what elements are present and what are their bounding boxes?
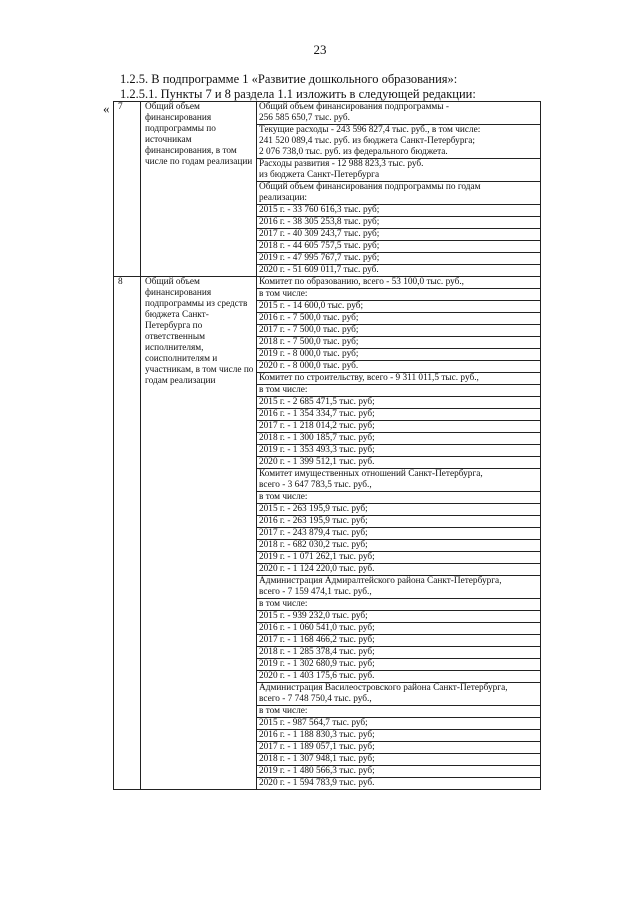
financing-value-cell xyxy=(257,730,541,742)
financing-value-line: 2015 г. - 14 600,0 тыс. руб; xyxy=(259,301,364,311)
financing-value-cell xyxy=(257,599,541,611)
financing-value-line: в том числе: xyxy=(259,289,308,299)
item-description: Общий объем финансирования подпрограммы из средств бюджета Санкт-Петербурга по ответственным исполнителям, соисполнителям и участникам, в том числе по годам реализации xyxy=(141,277,257,790)
financing-value-cell xyxy=(257,492,541,504)
financing-value-cell xyxy=(257,683,541,706)
financing-value-cell xyxy=(257,433,541,445)
financing-value-line: Комитет имущественных отношений Санкт-Петербурга, xyxy=(259,469,483,479)
financing-value-cell xyxy=(257,623,541,635)
financing-value-line: 2016 г. - 1 188 830,3 тыс. руб; xyxy=(259,730,375,740)
table-row xyxy=(114,277,541,289)
financing-value-cell xyxy=(257,241,541,253)
financing-value-line: всего - 7 159 474,1 тыс. руб., xyxy=(259,587,372,597)
financing-value-line: 2018 г. - 7 500,0 тыс. руб; xyxy=(259,337,359,347)
financing-value-cell xyxy=(257,635,541,647)
financing-value-line: 2017 г. - 243 879,4 тыс. руб; xyxy=(259,528,368,538)
financing-value-line: в том числе: xyxy=(259,492,308,502)
heading-line-2: 1.2.5.1. Пункты 7 и 8 раздела 1.1 изложить в следующей редакции: xyxy=(120,87,476,101)
financing-value-cell xyxy=(257,421,541,433)
financing-value-line: 2019 г. - 1 480 566,3 тыс. руб; xyxy=(259,766,375,776)
financing-value-line: 2020 г. - 1 399 512,1 тыс. руб. xyxy=(259,457,375,467)
financing-value-cell xyxy=(257,445,541,457)
financing-value-cell xyxy=(257,253,541,265)
financing-value-cell xyxy=(257,706,541,718)
item-number: 7 xyxy=(114,102,141,277)
financing-value-cell xyxy=(257,205,541,217)
financing-value-line: в том числе: xyxy=(259,706,308,716)
financing-value-line: 2017 г. - 1 218 014,2 тыс. руб; xyxy=(259,421,375,431)
financing-value-cell xyxy=(257,659,541,671)
financing-value-line: 2020 г. - 1 403 175,6 тыс. руб. xyxy=(259,671,375,681)
financing-value-cell xyxy=(257,159,541,182)
financing-value-line: в том числе: xyxy=(259,599,308,609)
financing-value-cell xyxy=(257,516,541,528)
financing-value-cell xyxy=(257,325,541,337)
financing-value-cell xyxy=(257,361,541,373)
financing-value-line: Комитет по строительству, всего - 9 311 011,5 тыс. руб., xyxy=(259,373,479,383)
financing-value-cell xyxy=(257,373,541,385)
financing-value-cell xyxy=(257,349,541,361)
financing-value-line: 2017 г. - 1 168 466,2 тыс. руб; xyxy=(259,635,375,645)
financing-value-line: 241 520 089,4 тыс. руб. из бюджета Санкт-Петербурга; xyxy=(259,136,475,146)
page-number: 23 xyxy=(313,42,327,57)
financing-value-line: 2020 г. - 51 609 011,7 тыс. руб. xyxy=(259,265,379,275)
financing-value-line: 2020 г. - 1 124 220,0 тыс. руб. xyxy=(259,564,375,574)
financing-value-line: 2015 г. - 2 685 471,5 тыс. руб; xyxy=(259,397,375,407)
financing-value-line: 2017 г. - 7 500,0 тыс. руб; xyxy=(259,325,359,335)
financing-value-cell xyxy=(257,647,541,659)
financing-value-line: 2015 г. - 939 232,0 тыс. руб; xyxy=(259,611,368,621)
financing-value-line: 2016 г. - 1 354 334,7 тыс. руб; xyxy=(259,409,375,419)
financing-value-line: Текущие расходы - 243 596 827,4 тыс. руб., в том числе: xyxy=(259,125,481,135)
financing-value-line: в том числе: xyxy=(259,385,308,395)
item-number: 8 xyxy=(114,277,141,790)
financing-value-cell xyxy=(257,576,541,599)
financing-value-cell xyxy=(257,289,541,301)
financing-value-cell xyxy=(257,671,541,683)
financing-value-line: Общий объем финансирования подпрограммы - xyxy=(259,102,449,112)
financing-value-cell xyxy=(257,742,541,754)
financing-value-cell xyxy=(257,337,541,349)
financing-value-cell xyxy=(257,265,541,277)
financing-value-cell xyxy=(257,778,541,790)
financing-value-line: 2019 г. - 47 995 767,7 тыс. руб; xyxy=(259,253,380,263)
financing-value-cell xyxy=(257,611,541,623)
financing-value-line: 2019 г. - 1 353 493,3 тыс. руб; xyxy=(259,445,375,455)
financing-value-line: 2017 г. - 40 309 243,7 тыс. руб; xyxy=(259,229,380,239)
financing-value-cell xyxy=(257,385,541,397)
financing-value-cell xyxy=(257,564,541,576)
financing-value-cell xyxy=(257,301,541,313)
financing-value-cell xyxy=(257,313,541,325)
financing-value-line: 2 076 738,0 тыс. руб. из федерального бюджета. xyxy=(259,147,448,157)
financing-value-line: 2016 г. - 1 060 541,0 тыс. руб; xyxy=(259,623,375,633)
financing-value-line: всего - 7 748 750,4 тыс. руб., xyxy=(259,694,372,704)
table-row xyxy=(114,102,541,125)
financing-value-line: Общий объем финансирования подпрограммы по годам xyxy=(259,182,481,192)
financing-value-cell xyxy=(257,754,541,766)
financing-value-line: 2019 г. - 8 000,0 тыс. руб; xyxy=(259,349,359,359)
financing-value-line: 2020 г. - 1 594 783,9 тыс. руб. xyxy=(259,778,375,788)
financing-value-line: 2018 г. - 682 030,2 тыс. руб; xyxy=(259,540,368,550)
financing-value-line: 2018 г. - 1 307 948,1 тыс. руб; xyxy=(259,754,375,764)
open-quote-mark: « xyxy=(103,101,110,116)
financing-value-cell xyxy=(257,102,541,125)
financing-value-cell xyxy=(257,125,541,159)
financing-value-cell xyxy=(257,469,541,492)
financing-value-line: 2019 г. - 1 302 680,9 тыс. руб; xyxy=(259,659,375,669)
financing-value-line: 2015 г. - 33 760 616,3 тыс. руб; xyxy=(259,205,380,215)
financing-value-cell xyxy=(257,504,541,516)
financing-value-line: 2019 г. - 1 071 262,1 тыс. руб; xyxy=(259,552,375,562)
financing-value-line: 2016 г. - 38 305 253,8 тыс. руб; xyxy=(259,217,380,227)
financing-value-line: 2018 г. - 1 300 185,7 тыс. руб; xyxy=(259,433,375,443)
financing-table-body xyxy=(114,102,541,790)
financing-value-cell xyxy=(257,277,541,289)
financing-value-line: из бюджета Санкт-Петербурга xyxy=(259,170,380,180)
financing-value-line: Администрация Адмиралтейского района Санкт-Петербурга, xyxy=(259,576,502,586)
financing-value-line: всего - 3 647 783,5 тыс. руб., xyxy=(259,480,372,490)
financing-value-cell xyxy=(257,766,541,778)
financing-value-cell xyxy=(257,409,541,421)
financing-value-line: 2016 г. - 263 195,9 тыс. руб; xyxy=(259,516,368,526)
financing-value-line: 2016 г. - 7 500,0 тыс. руб; xyxy=(259,313,359,323)
heading-line-1: 1.2.5. В подпрограмме 1 «Развитие дошкольного образования»: xyxy=(120,72,458,86)
financing-value-line: 2018 г. - 1 285 378,4 тыс. руб; xyxy=(259,647,375,657)
financing-value-cell xyxy=(257,229,541,241)
financing-value-cell xyxy=(257,718,541,730)
financing-value-line: 2017 г. - 1 189 057,1 тыс. руб; xyxy=(259,742,375,752)
financing-value-line: Комитет по образованию, всего - 53 100,0 тыс. руб., xyxy=(259,277,465,287)
financing-value-line: 2015 г. - 263 195,9 тыс. руб; xyxy=(259,504,368,514)
financing-value-line: реализации: xyxy=(259,193,308,203)
financing-table xyxy=(113,101,541,790)
financing-value-cell xyxy=(257,552,541,564)
financing-value-cell xyxy=(257,457,541,469)
financing-value-cell xyxy=(257,540,541,552)
financing-value-line: 2020 г. - 8 000,0 тыс. руб. xyxy=(259,361,359,371)
financing-value-line: 256 585 650,7 тыс. руб. xyxy=(259,113,350,123)
financing-value-line: 2015 г. - 987 564,7 тыс. руб; xyxy=(259,718,368,728)
financing-value-line: Расходы развития - 12 988 823,3 тыс. руб. xyxy=(259,159,424,169)
financing-value-cell xyxy=(257,397,541,409)
item-description: Общий объем финансирования подпрограммы по источникам финансирования, в том числе по годам реализации xyxy=(141,102,257,277)
financing-value-cell xyxy=(257,182,541,205)
financing-value-line: Администрация Василеостровского района Санкт-Петербурга, xyxy=(259,683,508,693)
financing-value-cell xyxy=(257,217,541,229)
financing-value-line: 2018 г. - 44 605 757,5 тыс. руб; xyxy=(259,241,380,251)
financing-value-cell xyxy=(257,528,541,540)
